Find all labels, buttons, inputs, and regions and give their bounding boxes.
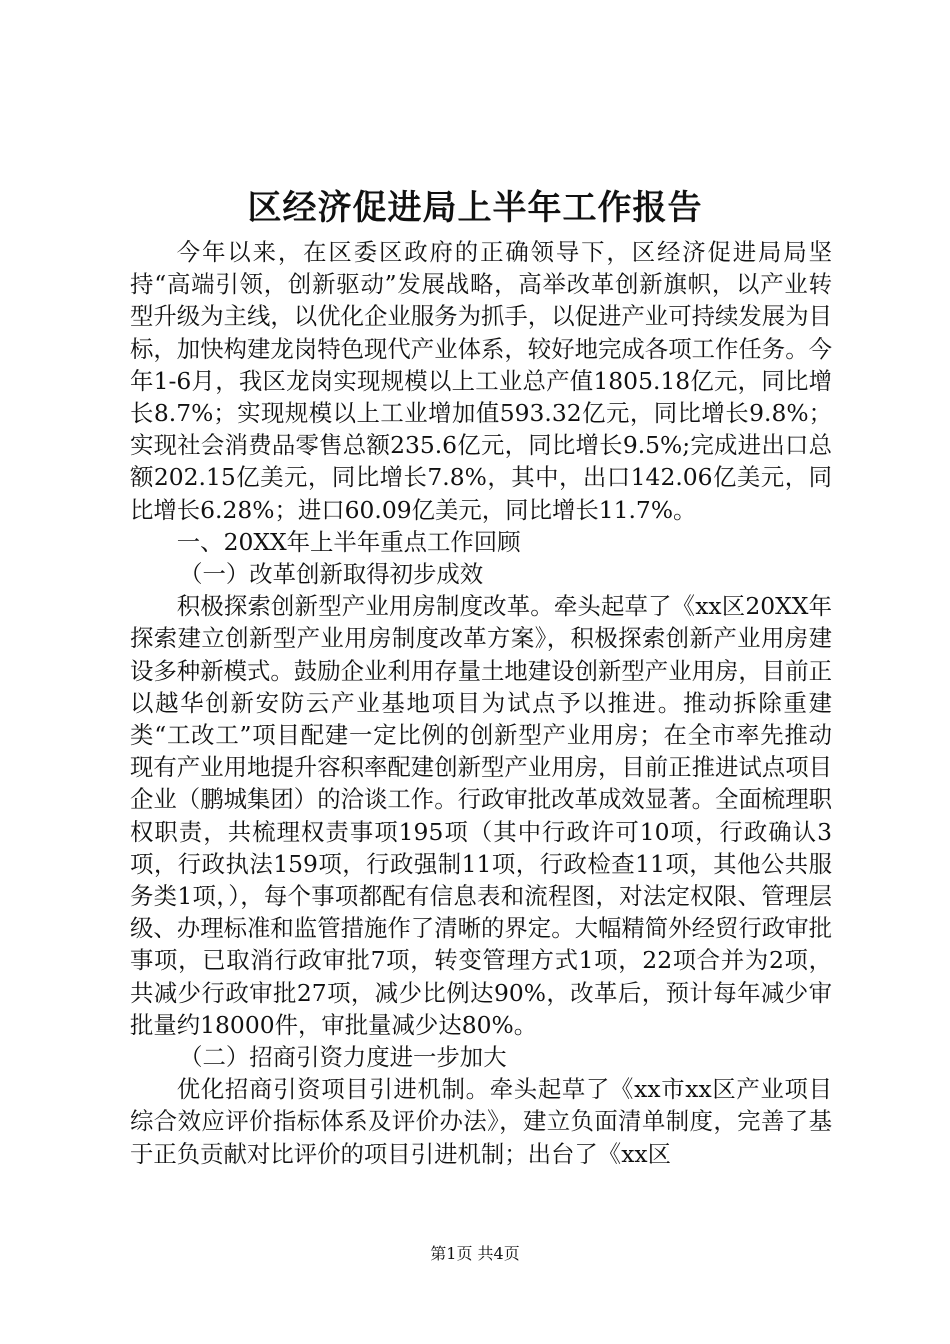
reform-paragraph: 积极探索创新型产业用房制度改革。牵头起草了《xx区20XX年探索建立创新型产业用房制度改革方案》，积极探索创新产业用房建设多种新模式。鼓励企业利用存量土地建设创新型产业用房，目前正以越华创新安防云产业基地项目为试点予以推进。推动拆除重建类“工改工”项目配建一定比例的创新型产业用房；在全市率先推动现有产业用地提升容积率配建创新型产业用房，目前正推进试点项目企业（鹏城集团）的洽谈工作。行政审批改革成效显著。全面梳理职权职责，共梳理权责事项195项（其中行政许可10项，行政确认3项，行政执法159项，行政强制11项，行政检查11项，其他公共服务类1项，），每个事项都配有信息表和流程图，对法定权限、管理层级、办理标准和监管措施作了清晰的界定。大幅精简外经贸行政审批事项，已取消行政审批7项，转变管理方式1项，22项合并为2项，共减少行政审批27项，减少比例达90%，改革后，预计每年减少审批量约18000件，审批量减少达80%。 [130, 592, 832, 1039]
document-body [130, 236, 832, 1170]
section-heading-review: 一、20XX年上半年重点工作回顾 [176, 527, 521, 556]
subsection-heading-investment: （二）招商引资力度进一步加大 [179, 1043, 507, 1072]
investment-paragraph: 优化招商引资项目引进机制。牵头起草了《xx市xx区产业项目综合效应评价指标体系及评价办法》，建立负面清单制度，完善了基于正负贡献对比评价的项目引进机制；出台了《xx区 [130, 1075, 832, 1168]
page-footer: 第1页 共4页 [430, 1244, 520, 1263]
document-title: 区经济促进局上半年工作报告 [247, 188, 703, 228]
subsection-heading-reform: （一）改革创新取得初步成效 [179, 560, 484, 589]
intro-paragraph: 今年以来，在区委区政府的正确领导下，区经济促进局局坚持“高端引领，创新驱动”发展战略，高举改革创新旗帜，以产业转型升级为主线，以优化企业服务为抓手，以促进产业可持续发展为目标，加快构建龙岗特色现代产业体系，较好地完成各项工作任务。今年1-6月，我区龙岗实现规模以上工业总产值1805.18亿元，同比增长8.7%；实现规模以上工业增加值593.32亿元，同比增长9.8%；实现社会消费品零售总额235.6亿元，同比增长9.5%;完成进出口总额202.15亿美元，同比增长7.8%，其中，出口142.06亿美元，同比增长6.28%；进口60.09亿美元，同比增长11.7%。 [130, 238, 832, 524]
